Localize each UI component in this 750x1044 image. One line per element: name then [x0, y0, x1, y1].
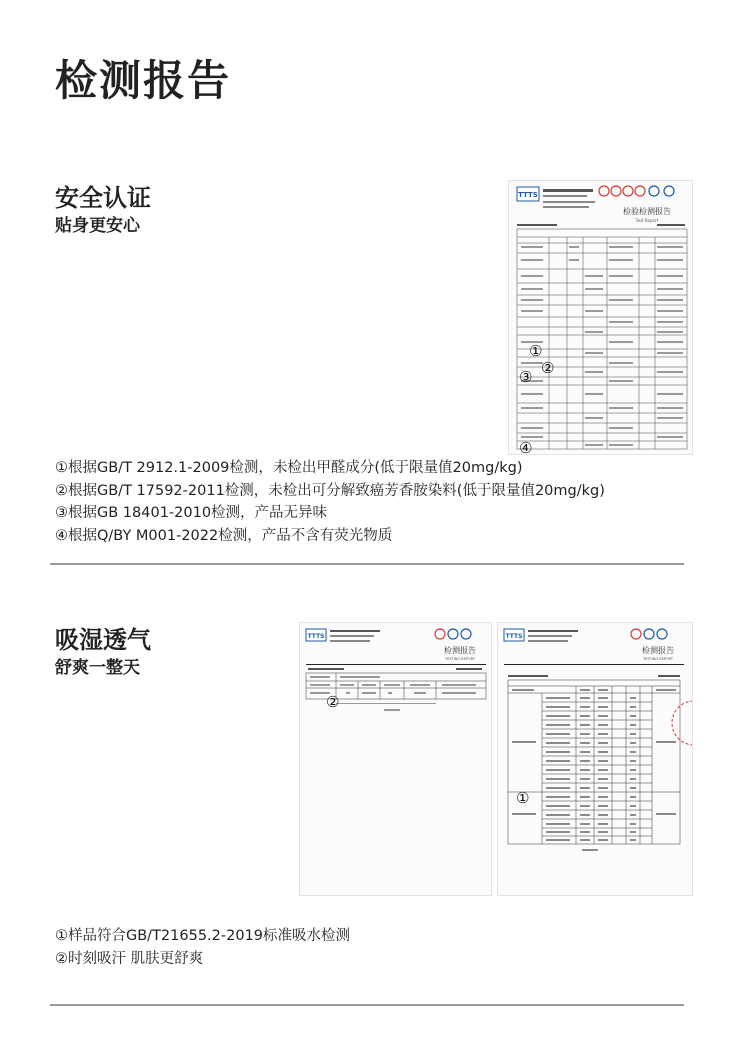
page-title: 检测报告 — [55, 56, 232, 105]
moisture-section-title: 吸湿透气 — [55, 626, 151, 654]
safety-marker-3: ③ — [519, 368, 533, 386]
safety-note-1: ①根据GB/T 2912.1-2009检测，未检出甲醛成分(低于限量值20mg/kg) — [55, 460, 523, 476]
moisture-report-1-title: 检测报告 — [444, 646, 476, 655]
moisture-report-1-marker: ② — [326, 693, 340, 711]
safety-notes — [55, 457, 605, 547]
moisture-test-report-image-1 — [299, 622, 492, 896]
safety-report-title-en: Test Report — [635, 218, 659, 223]
safety-test-report-image — [508, 180, 693, 455]
moisture-report-2-title-en: TESTING REPORT — [642, 657, 674, 661]
safety-report-logo: TTTS — [518, 191, 538, 199]
safety-note-3: ③根据GB 18401-2010检测，产品无异味 — [55, 505, 328, 521]
moisture-notes — [55, 925, 350, 970]
bottom-divider — [50, 1004, 684, 1006]
moisture-report-2-title: 检测报告 — [642, 646, 674, 655]
safety-marker-2: ② — [541, 359, 555, 377]
safety-note-2: ②根据GB/T 17592-2011检测，未检出可分解致癌芳香胺染料(低于限量值20mg/kg) — [55, 482, 605, 499]
safety-note-4: ④根据Q/BY M001-2022检测，产品不含有荧光物质 — [55, 527, 393, 544]
safety-marker-4: ④ — [519, 439, 533, 455]
safety-section-title: 安全认证 — [55, 184, 151, 212]
safety-marker-1: ① — [529, 342, 543, 360]
safety-section-subtitle: 贴身更安心 — [55, 216, 140, 236]
moisture-report-2-marker: ① — [516, 789, 530, 807]
moisture-note-2: ②时刻吸汗 肌肤更舒爽 — [55, 950, 204, 967]
moisture-section-subtitle: 舒爽一整天 — [55, 658, 140, 678]
moisture-note-1: ①样品符合GB/T21655.2-2019标准吸水检测 — [55, 928, 351, 944]
moisture-report-1-title-en: TESTING REPORT — [444, 657, 476, 661]
moisture-report-1-logo: TTTS — [307, 633, 325, 640]
moisture-test-report-image-2 — [497, 622, 693, 896]
moisture-report-2-logo: TTTS — [505, 633, 523, 640]
section-divider — [50, 563, 684, 565]
safety-report-title: 检验检测报告 — [623, 207, 671, 216]
